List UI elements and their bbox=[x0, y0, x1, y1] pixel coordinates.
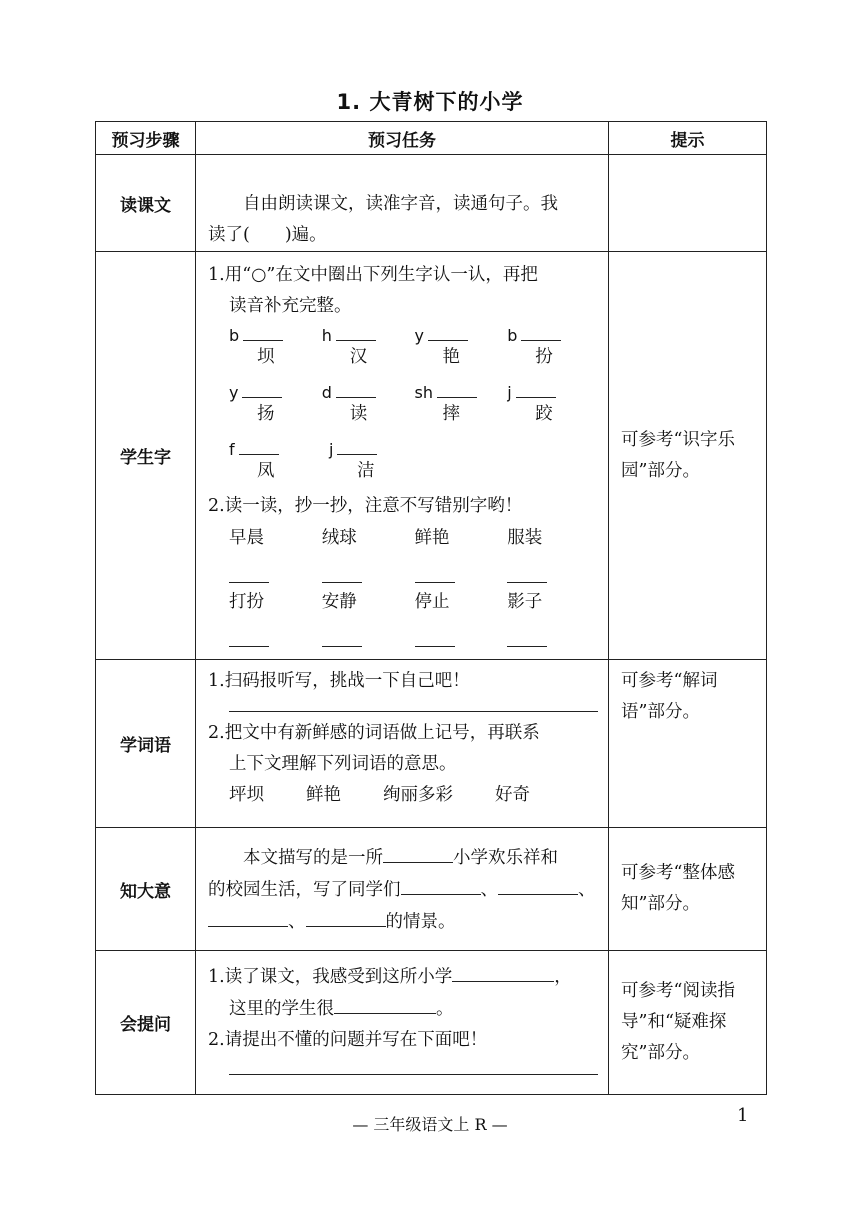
chars-q2 bbox=[208, 491, 600, 522]
pinyin-initial: j bbox=[329, 440, 334, 459]
pinyin-blank[interactable] bbox=[516, 381, 556, 398]
copy-word: 服装 bbox=[507, 528, 543, 548]
meaning-blank[interactable] bbox=[208, 906, 288, 927]
pinyin-initial: f bbox=[229, 440, 235, 459]
pinyin-char: 读 bbox=[349, 404, 368, 424]
pinyin-row bbox=[229, 324, 600, 381]
step-meaning: 知大意 bbox=[96, 828, 196, 951]
copy-row bbox=[229, 586, 600, 650]
ask-q1-text: 这里的学生很 bbox=[229, 999, 334, 1019]
step-read: 读课文 bbox=[96, 155, 196, 252]
chars-q1-line-2: 读音补充完整。 bbox=[229, 296, 352, 316]
copy-row bbox=[229, 522, 600, 586]
preview-table bbox=[95, 121, 767, 1095]
read-line-2: 读了( )遍。 bbox=[208, 225, 327, 245]
words-q2-line-1 bbox=[208, 718, 600, 749]
ask-q2-number: 2. bbox=[208, 1030, 225, 1050]
copy-word: 早晨 bbox=[229, 528, 264, 548]
ask-blank[interactable] bbox=[452, 961, 554, 982]
copy-blank[interactable] bbox=[415, 646, 455, 647]
meaning-blank[interactable] bbox=[383, 842, 453, 863]
task-chars bbox=[196, 252, 609, 660]
pinyin-item bbox=[507, 381, 600, 438]
copy-blank[interactable] bbox=[507, 646, 547, 647]
ask-q1-number: 1. bbox=[208, 967, 225, 987]
pinyin-item bbox=[322, 324, 415, 381]
punct: 。 bbox=[436, 999, 454, 1019]
pinyin-char: 坝 bbox=[257, 347, 275, 367]
pinyin-blank[interactable] bbox=[242, 381, 282, 398]
meaning-blank[interactable] bbox=[498, 874, 578, 895]
hint-meaning: 可参考“整体感知”部分。 bbox=[609, 828, 767, 951]
pinyin-grid bbox=[208, 324, 600, 495]
ask-q1-line-1 bbox=[208, 961, 600, 993]
words-q1 bbox=[208, 666, 600, 697]
lesson-title: 1. 大青树下的小学 bbox=[336, 90, 524, 114]
copy-blank[interactable] bbox=[507, 582, 547, 583]
pinyin-row bbox=[229, 438, 600, 495]
vocab-word: 绚丽多彩 bbox=[383, 785, 453, 805]
hint-read bbox=[609, 155, 767, 252]
question-answer-line[interactable] bbox=[229, 1056, 598, 1075]
meaning-line-3 bbox=[208, 906, 600, 938]
page-number: 1 bbox=[737, 1105, 749, 1126]
pinyin-initial: y bbox=[414, 326, 424, 345]
pinyin-item bbox=[329, 438, 429, 495]
vocab-word: 好奇 bbox=[495, 785, 530, 805]
ask-q1-text: 读了课文，我感受到这所小学 bbox=[224, 967, 453, 987]
copy-blank[interactable] bbox=[415, 582, 455, 583]
pinyin-char: 汉 bbox=[349, 347, 368, 367]
step-words: 学词语 bbox=[96, 660, 196, 828]
task-words bbox=[196, 660, 609, 828]
chars-q1-text: 用“○”在文中圈出下列生字认一认，再把 bbox=[224, 265, 538, 285]
copy-blank[interactable] bbox=[322, 582, 362, 583]
pinyin-blank[interactable] bbox=[337, 438, 377, 455]
separator: 、 bbox=[578, 880, 596, 900]
copy-word: 影子 bbox=[507, 592, 543, 612]
ask-q2-text: 请提出不懂的问题并写在下面吧！ bbox=[224, 1030, 488, 1050]
words-q2-text: 把文中有新鲜感的词语做上记号，再联系 bbox=[224, 723, 540, 743]
pinyin-initial: b bbox=[507, 326, 518, 345]
pinyin-blank[interactable] bbox=[336, 381, 376, 398]
pinyin-blank[interactable] bbox=[428, 324, 468, 341]
meaning-blank[interactable] bbox=[306, 906, 386, 927]
words-q2-number: 2. bbox=[208, 723, 225, 743]
meaning-line-2 bbox=[208, 874, 600, 906]
words-q1-number: 1. bbox=[208, 671, 225, 691]
page-footer: — 三年级语文上 R — bbox=[352, 1115, 508, 1134]
pinyin-item bbox=[229, 438, 329, 495]
pinyin-item bbox=[322, 381, 415, 438]
words-q2-line-2: 上下文理解下列词语的意思。 bbox=[229, 754, 457, 774]
chars-q2-number: 2. bbox=[208, 496, 225, 516]
copy-word: 停止 bbox=[414, 592, 450, 612]
ask-blank[interactable] bbox=[334, 993, 436, 1014]
meaning-text: 小学欢乐祥和 bbox=[453, 848, 558, 868]
separator: 、 bbox=[288, 912, 306, 932]
dictation-answer-line[interactable] bbox=[229, 697, 598, 712]
chars-q1-number: 1. bbox=[208, 265, 225, 285]
row-words bbox=[96, 660, 767, 828]
hint-ask: 可参考“阅读指导”和“疑难探究”部分。 bbox=[609, 951, 767, 1095]
hint-chars: 可参考“识字乐园”部分。 bbox=[609, 252, 767, 660]
pinyin-blank[interactable] bbox=[521, 324, 561, 341]
pinyin-item bbox=[229, 381, 322, 438]
pinyin-char: 摔 bbox=[442, 404, 460, 424]
row-chars bbox=[96, 252, 767, 660]
copy-grid bbox=[208, 522, 600, 650]
row-meaning bbox=[96, 828, 767, 951]
step-chars: 学生字 bbox=[96, 252, 196, 660]
copy-blank[interactable] bbox=[229, 582, 269, 583]
task-read bbox=[196, 155, 609, 252]
pinyin-item bbox=[229, 324, 322, 381]
copy-word: 安静 bbox=[321, 592, 357, 612]
copy-word: 打扮 bbox=[229, 592, 264, 612]
pinyin-item bbox=[507, 324, 600, 381]
header-row bbox=[96, 122, 767, 155]
vocab-word: 坪坝 bbox=[229, 785, 264, 805]
pinyin-initial: sh bbox=[414, 383, 433, 402]
header-task: 预习任务 bbox=[196, 122, 609, 155]
row-ask bbox=[96, 951, 767, 1095]
pinyin-initial: d bbox=[321, 383, 332, 402]
copy-blank[interactable] bbox=[229, 646, 269, 647]
pinyin-blank[interactable] bbox=[437, 381, 477, 398]
meaning-line-1 bbox=[208, 842, 600, 874]
pinyin-char: 洁 bbox=[357, 461, 375, 481]
copy-word: 鲜艳 bbox=[414, 528, 450, 548]
header-hint: 提示 bbox=[609, 122, 767, 155]
pinyin-initial: h bbox=[321, 326, 332, 345]
pinyin-initial: j bbox=[507, 383, 512, 402]
separator: 、 bbox=[480, 880, 498, 900]
vocab-word: 鲜艳 bbox=[306, 785, 341, 805]
pinyin-char: 凤 bbox=[257, 461, 275, 481]
meaning-text: 的情景。 bbox=[385, 912, 456, 932]
pinyin-item bbox=[415, 324, 508, 381]
pinyin-char: 扬 bbox=[257, 404, 275, 424]
pinyin-char: 扮 bbox=[535, 347, 553, 367]
header-step: 预习步骤 bbox=[96, 122, 196, 155]
row-read bbox=[96, 155, 767, 252]
pinyin-item bbox=[415, 381, 508, 438]
pinyin-char: 跤 bbox=[535, 404, 553, 424]
pinyin-initial: y bbox=[229, 383, 239, 402]
punct: ， bbox=[554, 967, 572, 987]
chars-q2-text: 读一读，抄一抄，注意不写错别字哟！ bbox=[224, 496, 523, 516]
copy-blank[interactable] bbox=[322, 646, 362, 647]
pinyin-row bbox=[229, 381, 600, 438]
meaning-text: 本文描写的是一所 bbox=[243, 848, 383, 868]
copy-word: 绒球 bbox=[321, 528, 357, 548]
meaning-text: 的校园生活，写了同学们 bbox=[208, 880, 401, 900]
pinyin-initial: b bbox=[229, 326, 240, 345]
words-q1-text: 扫码报听写，挑战一下自己吧！ bbox=[224, 671, 470, 691]
ask-q2 bbox=[208, 1025, 600, 1056]
read-line-1: 自由朗读课文，读准字音，读通句子。我 bbox=[243, 194, 558, 214]
hint-words: 可参考“解词语”部分。 bbox=[609, 660, 767, 828]
ask-q1-line-2 bbox=[208, 993, 600, 1025]
vocab-list bbox=[208, 780, 600, 811]
pinyin-char: 艳 bbox=[442, 347, 460, 367]
chars-q1-line-1 bbox=[208, 260, 600, 291]
pinyin-blank[interactable] bbox=[336, 324, 376, 341]
pinyin-blank[interactable] bbox=[239, 438, 279, 455]
task-meaning bbox=[196, 828, 609, 951]
pinyin-blank[interactable] bbox=[243, 324, 283, 341]
step-ask: 会提问 bbox=[96, 951, 196, 1095]
meaning-blank[interactable] bbox=[401, 874, 481, 895]
task-ask bbox=[196, 951, 609, 1095]
